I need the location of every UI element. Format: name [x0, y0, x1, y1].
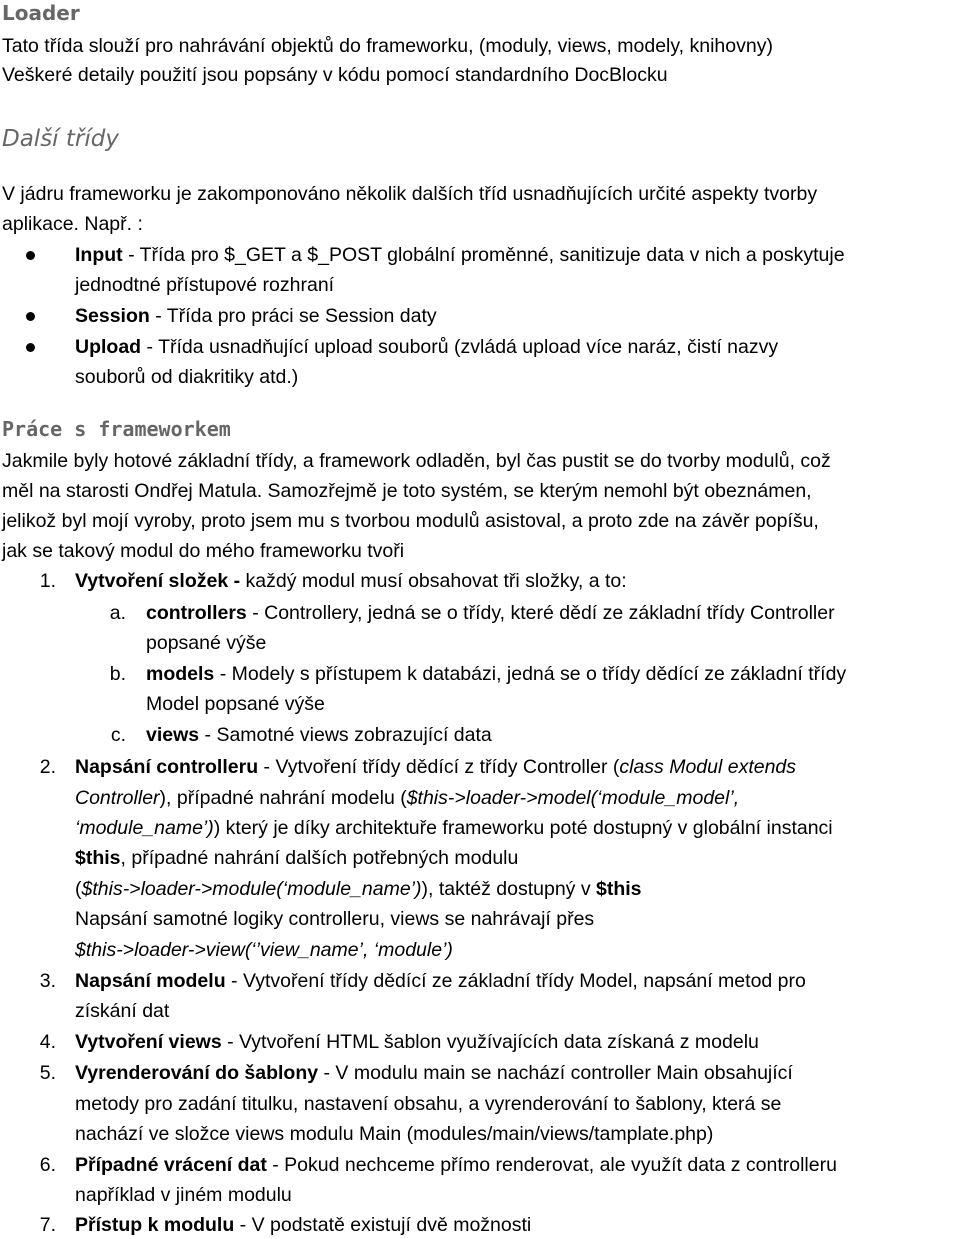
- code-bold: $this: [75, 847, 121, 869]
- prace-heading: Práce s frameworkem: [2, 417, 231, 441]
- step-7: [75, 1212, 531, 1238]
- step-number: 4.: [39, 1031, 56, 1053]
- item-text: - Třída usnadňující upload souborů (zvládá upload více naráz, čistí nazvy: [141, 336, 779, 358]
- step-3: [75, 968, 806, 994]
- step-title: Vyrenderování do šablony: [75, 1062, 319, 1084]
- prace-paragraph-line-3: jelikož byl mojí vyroby, proto jsem mu s tvorbou modulů asistoval, a proto zde na závěr popíšu,: [2, 510, 819, 532]
- code-text: ‘module_name’): [75, 817, 214, 839]
- step-title: Vytvoření views: [75, 1031, 222, 1053]
- item-name: Upload: [75, 336, 142, 358]
- step-3-cont: získání dat: [75, 1000, 170, 1022]
- step-6: [75, 1152, 837, 1178]
- step-5: [75, 1060, 793, 1086]
- step-2-line-2: [75, 785, 739, 811]
- step-number: 3.: [39, 970, 56, 992]
- step-text: - Vytvoření HTML šablon využívajících data získaná z modelu: [221, 1031, 759, 1053]
- dalsi-intro-line-1: V jádru frameworku je zakomponováno několik dalších tříd usnadňujících určité aspekty tvorby: [2, 183, 818, 205]
- step-2-line-6: Napsání samotné logiky controlleru, views se nahrávají přes: [75, 908, 595, 930]
- step-text: - V modulu main se nachází controller Main obsahující: [318, 1062, 793, 1084]
- step-text: - Pokud nechceme přímo renderovat, ale využít data z controlleru: [266, 1154, 837, 1176]
- step-text: ), taktéž dostupný v: [421, 878, 597, 900]
- list-item-session: [75, 303, 437, 329]
- list-item-input: [75, 242, 845, 268]
- sub-text: - Samotné views zobrazující data: [199, 724, 492, 746]
- step-text: - V podstatě existují dvě možnosti: [234, 1214, 532, 1236]
- sub-title: controllers: [146, 602, 247, 624]
- step-4: [75, 1029, 759, 1055]
- step-2-line-3: [75, 815, 833, 841]
- step-number: 7.: [39, 1214, 56, 1236]
- item-name: Session: [75, 305, 150, 327]
- step-text: - Vytvoření třídy dědící z třídy Controller (: [258, 756, 620, 778]
- code-bold: $this: [596, 878, 642, 900]
- step-2-line-5: [75, 876, 642, 902]
- step-text: , případné nahrání dalších potřebných modulu: [120, 847, 519, 869]
- loader-line-2: Veškeré detaily použití jsou popsány v kódu pomocí standardního DocBlocku: [2, 64, 668, 86]
- code-text: $this->loader->model(‘module_model’,: [406, 787, 740, 809]
- step-number: 2.: [39, 756, 56, 778]
- list-item-upload-cont: souborů od diakritiky atd.): [75, 366, 299, 388]
- loader-line-1: Tato třída slouží pro nahrávání objektů do frameworku, (moduly, views, modely, knihovny): [2, 35, 773, 57]
- prace-paragraph-line-2: měl na starosti Ondřej Matula. Samozřejmě je toto systém, se kterým nemohl být obeznámen,: [2, 480, 812, 502]
- sub-text: - Controllery, jedná se o třídy, které dědí ze základní třídy Controller: [246, 602, 835, 624]
- sub-letter: c.: [110, 724, 126, 746]
- sub-text: - Modely s přístupem k databázi, jedná se o třídy dědící ze základní třídy: [214, 663, 847, 685]
- code-text: $this->loader->view(‘’view_name’, ‘module’): [75, 939, 453, 961]
- item-name: Input: [75, 244, 123, 266]
- dalsi-intro-line-2: aplikace. Např. :: [2, 213, 143, 235]
- step-title: Napsání controlleru: [75, 756, 259, 778]
- sub-item-views: [146, 722, 492, 748]
- step-2-line-4: [75, 845, 518, 871]
- prace-paragraph-line-1: Jakmile byly hotové základní třídy, a framework odladěn, byl čas pustit se do tvorby modulů, což: [2, 450, 831, 472]
- item-text: - Třída pro práci se Session daty: [149, 305, 437, 327]
- code-text: $this->loader->module(‘module_name’): [81, 878, 422, 900]
- code-text: class Modul extends: [619, 756, 797, 778]
- sub-title: views: [146, 724, 200, 746]
- sub-item-controllers: [146, 600, 835, 626]
- prace-paragraph-line-4: jak se takový modul do mého frameworku tvoři: [2, 540, 405, 562]
- sub-letter: b.: [109, 663, 126, 685]
- step-2-line-7: [75, 937, 453, 963]
- sub-item-models: [146, 661, 846, 687]
- sub-item-models-cont: Model popsané výše: [146, 693, 325, 715]
- step-title: Případné vrácení dat: [75, 1154, 267, 1176]
- bullet-icon: [26, 312, 35, 321]
- dalsi-tridy-heading: Další třídy: [2, 126, 119, 152]
- item-text: - Třída pro $_GET a $_POST globální proměnné, sanitizuje data v nich a poskytuje: [122, 244, 845, 266]
- loader-heading: Loader: [2, 1, 80, 25]
- step-5-cont-2: nachází ve složce views modulu Main (modules/main/views/tamplate.php): [75, 1123, 714, 1145]
- step-1: [75, 568, 627, 594]
- step-number: 1.: [39, 570, 56, 592]
- bullet-icon: [26, 251, 35, 260]
- step-6-cont: například v jiném modulu: [75, 1184, 292, 1206]
- step-title: Přístup k modulu: [75, 1214, 235, 1236]
- sub-letter: a.: [109, 602, 126, 624]
- step-text: (: [75, 878, 82, 900]
- step-title: Napsání modelu: [75, 970, 226, 992]
- sub-title: models: [146, 663, 215, 685]
- step-text: každý modul musí obsahovat tři složky, a to:: [240, 570, 627, 592]
- step-number: 6.: [39, 1154, 56, 1176]
- step-5-cont-1: metody pro zadání titulku, nastavení obsahu, a vyrenderování to šablony, která se: [75, 1093, 782, 1115]
- list-item-input-cont: jednodtné přístupové rozhraní: [75, 274, 335, 296]
- step-2-line-1: [75, 754, 796, 780]
- step-text: ) který je díky architektuře frameworku poté dostupný v globální instanci: [213, 817, 833, 839]
- bullet-icon: [26, 343, 35, 352]
- step-text: ), případné nahrání modelu (: [159, 787, 407, 809]
- code-text: Controller: [75, 787, 160, 809]
- step-text: - Vytvoření třídy dědící ze základní třídy Model, napsání metod pro: [225, 970, 806, 992]
- list-item-upload: [75, 334, 778, 360]
- sub-item-controllers-cont: popsané výše: [146, 632, 267, 654]
- step-title: Vytvoření složek -: [75, 570, 241, 592]
- step-number: 5.: [39, 1062, 56, 1084]
